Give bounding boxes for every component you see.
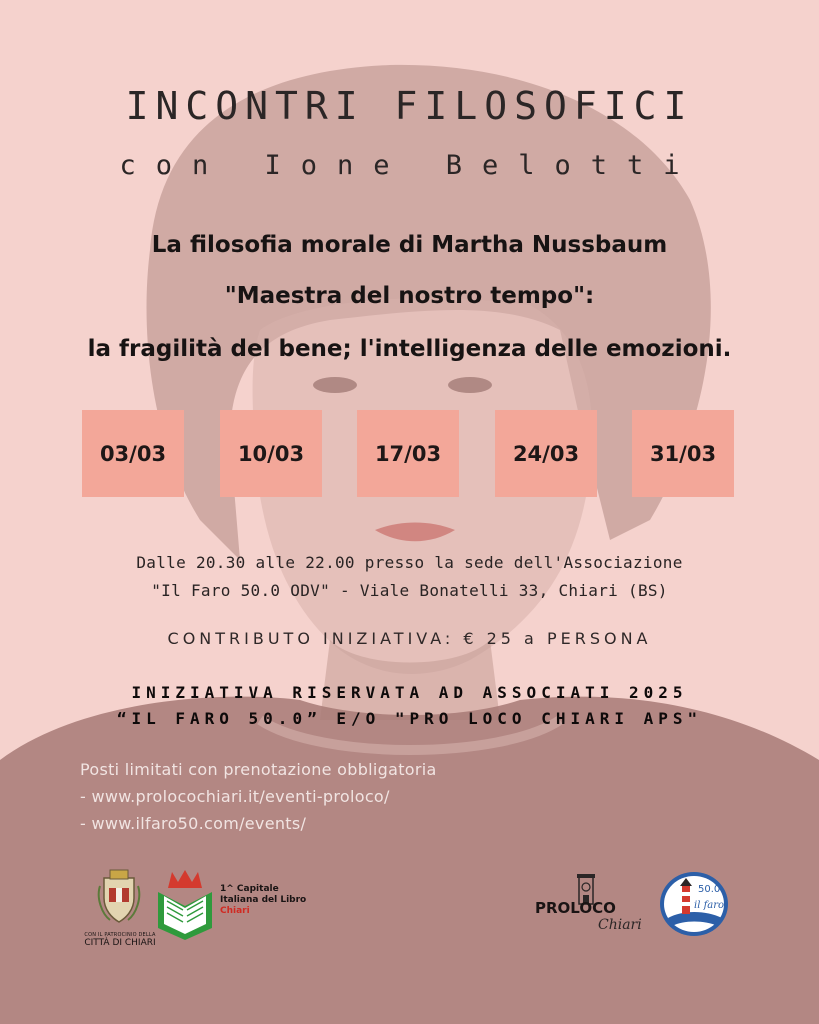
reserved-line-2: “IL FARO 50.0” E/O "PRO LOCO CHIARI APS": [116, 709, 703, 728]
city-caption-small: CON IL PATROCINIO DELLA: [84, 932, 156, 938]
date-box: 10/03: [220, 410, 322, 497]
booking-link-proloco[interactable]: - www.prolocochiari.it/eventi-proloco/: [80, 787, 390, 806]
libro-line-2: Italiana del Libro: [220, 895, 307, 905]
faro-name: il faro: [694, 900, 725, 911]
city-coat-of-arms-icon: [96, 868, 142, 926]
proloco-wordmark: PROLOCO: [535, 899, 616, 917]
topic-line-2: "Maestra del nostro tempo":: [224, 283, 595, 309]
date-box: 31/03: [632, 410, 734, 497]
topic-line-3: la fragilità del bene; l'intelligenza delle emozioni.: [87, 336, 732, 362]
city-logo-caption: [84, 932, 156, 948]
open-book-icon: [156, 866, 214, 942]
city-caption: CITTÀ DI CHIARI: [84, 938, 156, 948]
libro-line-3: Chiari: [220, 906, 250, 916]
proloco-city: Chiari: [598, 917, 642, 933]
reserved-line-1: INIZIATIVA RISERVATA AD ASSOCIATI 2025: [131, 683, 688, 702]
poster-subtitle: con Ione Belotti: [119, 150, 700, 181]
faro-number: 50.0: [698, 884, 721, 895]
date-box: 03/03: [82, 410, 184, 497]
booking-intro: Posti limitati con prenotazione obbligatoria: [80, 760, 437, 779]
poster-title: INCONTRI FILOSOFICI: [125, 84, 694, 128]
libro-line-1: 1^ Capitale: [220, 884, 279, 894]
date-box: 17/03: [357, 410, 459, 497]
schedule-line-1: Dalle 20.30 alle 22.00 presso la sede dell'Associazione: [136, 553, 683, 572]
schedule-line-2: "Il Faro 50.0 ODV" - Viale Bonatelli 33, Chiari (BS): [151, 581, 668, 600]
topic-line-1: La filosofia morale di Martha Nussbaum: [151, 232, 668, 258]
capitale-libro-text: [220, 884, 306, 917]
booking-link-ilfaro[interactable]: - www.ilfaro50.com/events/: [80, 814, 307, 833]
contribution-text: CONTRIBUTO INIZIATIVA: € 25 a PERSONA: [167, 629, 652, 648]
date-box: 24/03: [495, 410, 597, 497]
lighthouse-icon: [658, 870, 730, 938]
